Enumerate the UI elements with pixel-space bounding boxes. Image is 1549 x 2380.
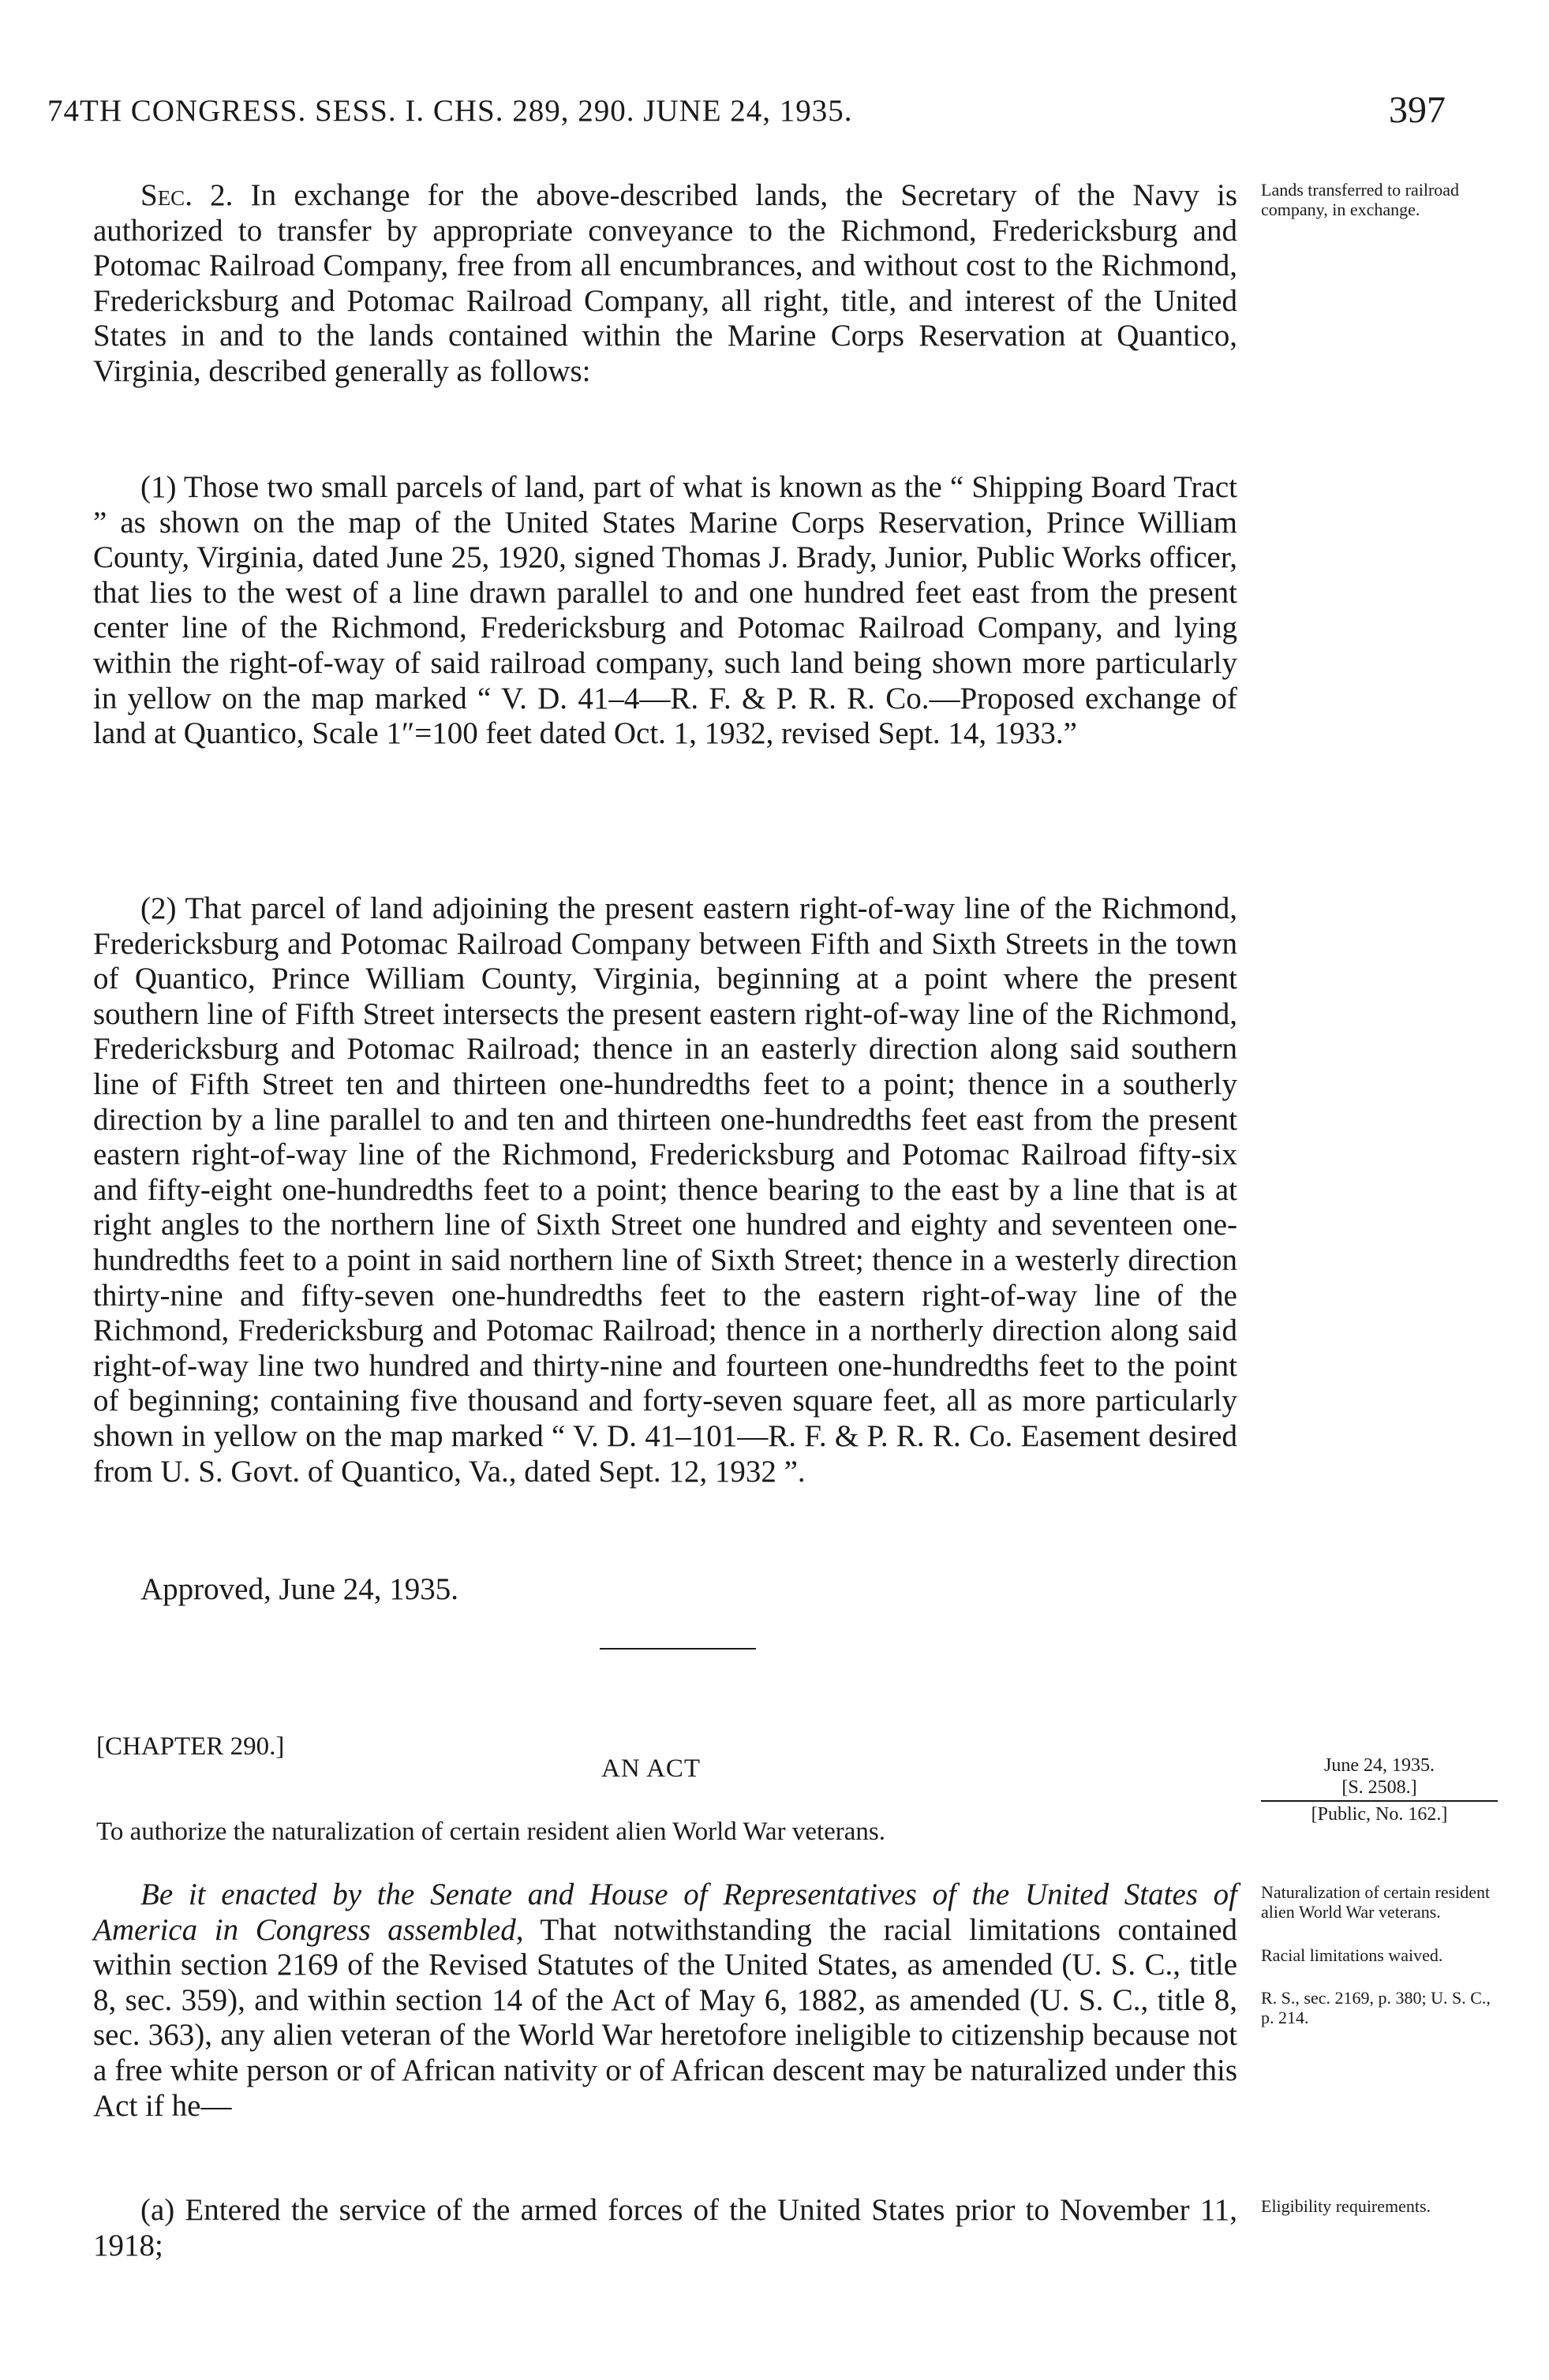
enacting-paragraph xyxy=(93,1877,1237,2124)
act-date: June 24, 1935. xyxy=(1324,1755,1435,1776)
act-title: To authorize the naturalization of certain resident alien World War veterans. xyxy=(96,1818,886,1846)
section-2 xyxy=(93,178,1237,390)
running-header: 74TH CONGRESS. SESS. I. CHS. 289, 290. JUNE 24, 1935. xyxy=(47,94,853,128)
margin-note-eligibility: Eligibility requirements. xyxy=(1261,2196,1431,2216)
act-heading: AN ACT xyxy=(601,1754,702,1783)
chapter-label: [CHAPTER 290.] xyxy=(96,1732,285,1761)
paragraph-1 xyxy=(93,470,1237,752)
item-a-text: (a) Entered the service of the armed forces of the United States prior to November 11, 1918; xyxy=(93,2193,1237,2262)
section-2-text: In exchange for the above-described lands, the Secretary of the Navy is authorized to transfer by appropriate conveyance to the Richmond, Fredericksburg and Potomac Railroad Company, free from all encumbrances, and without cost to the Richmond, Fredericksburg and Potomac Railroad Company, all right, title, and interest of the United States in and to the lands contained within the Marine Corps Reservation at Quantico, Virginia, described generally as follows: xyxy=(93,178,1237,388)
paragraph-1-text: (1) Those two small parcels of land, part of what is known as the “ Shipping Board Tract ” as shown on the map of the United States Marine Corps Reservation, Prince William County, Virginia, dated June 25, 1920, signed Thomas J. Brady, Junior, Public Works officer, that lies to the west of a line drawn parallel to and one hundred feet east from the present center line of the Richmond, Fredericksburg and Potomac Railroad Company, and lying within the right-of-way of said railroad company, such land being shown more particularly in yellow on the map marked “ V. D. 41–4—R. F. & P. R. R. Co.—Proposed exchange of land at Quantico, Scale 1″=100 feet dated Oct. 1, 1932, revised Sept. 14, 1933.” xyxy=(93,470,1237,751)
page-number: 397 xyxy=(1389,89,1446,131)
margin-note-lands-transferred: Lands transferred to railroad company, in exchange. xyxy=(1261,180,1460,219)
enacting-text: That notwithstanding the racial limitations contained within section 2169 of the Revised Statutes of the United States, as amended (U. S. C., title 8, sec. 359), and within section 14 of the Act of May 6, 1882, as amended (U. S. C., title 8, sec. 363), any alien veteran of the World War heretofore ineligible to citizenship because not a free white person or of African nativity or of African descent may be naturalized under this Act if he— xyxy=(93,1912,1238,2123)
margin-note-rs-reference: R. S., sec. 2169, p. 380; U. S. C., p. 214. xyxy=(1261,1988,1491,2027)
section-label: Sec. 2. xyxy=(140,178,234,212)
public-law-number: [Public, No. 162.] xyxy=(1311,1804,1448,1825)
item-a xyxy=(93,2193,1237,2263)
approved-line: Approved, June 24, 1935. xyxy=(140,1572,458,1606)
bill-number: [S. 2508.] xyxy=(1341,1777,1417,1798)
paragraph-2-text: (2) That parcel of land adjoining the present eastern right-of-way line of the Richmond, Fredericksburg and Potomac Railroad Company between Fifth and Sixth Streets in the town of Quantico, Prince William County, Virginia, beginning at a point where the present southern line of Fifth Street intersects the present eastern right-of-way line of the Richmond, Fredericksburg and Potomac Railroad; thence in an easterly direction along said southern line of Fifth Street ten and thirteen one-hundredths feet to a point; thence in a southerly direction by a line parallel to and ten and thirteen one-hundredths feet east from the present eastern right-of-way line of the Richmond, Fredericksburg and Potomac Railroad fifty-six and fifty-eight one-hundredths feet to a point; thence bearing to the east by a line that is at right angles to the northern line of Sixth Street one hundred and eighty and seventeen one-hundredths feet to a point in said northern line of Sixth Street; thence in a westerly direction thirty-nine and fifty-seven one-hundredths feet to the eastern right-of-way line of the Richmond, Fredericksburg and Potomac Railroad; thence in a northerly direction along said right-of-way line two hundred and thirty-nine and fourteen one-hundredths feet to the point of beginning; containing five thousand and forty-seven square feet, all as more particularly shown in yellow on the map marked “ V. D. 41–101—R. F. & P. R. R. Co. Easement desired from U. S. Govt. of Quantico, Va., dated Sept. 12, 1932 ”. xyxy=(93,891,1237,1489)
enacting-clause: Be it enacted by the Senate and House of Representatives of the United States of America in Congress assembled, xyxy=(93,1877,1237,1947)
section-divider xyxy=(600,1648,756,1650)
date-block-rule xyxy=(1261,1800,1498,1802)
margin-note-racial: Racial limitations waived. xyxy=(1261,1945,1443,1965)
paragraph-2 xyxy=(93,891,1237,1489)
margin-note-naturalization: Naturalization of certain resident alien World War veterans. xyxy=(1261,1882,1491,1922)
bill-date-block xyxy=(1261,1754,1498,1825)
